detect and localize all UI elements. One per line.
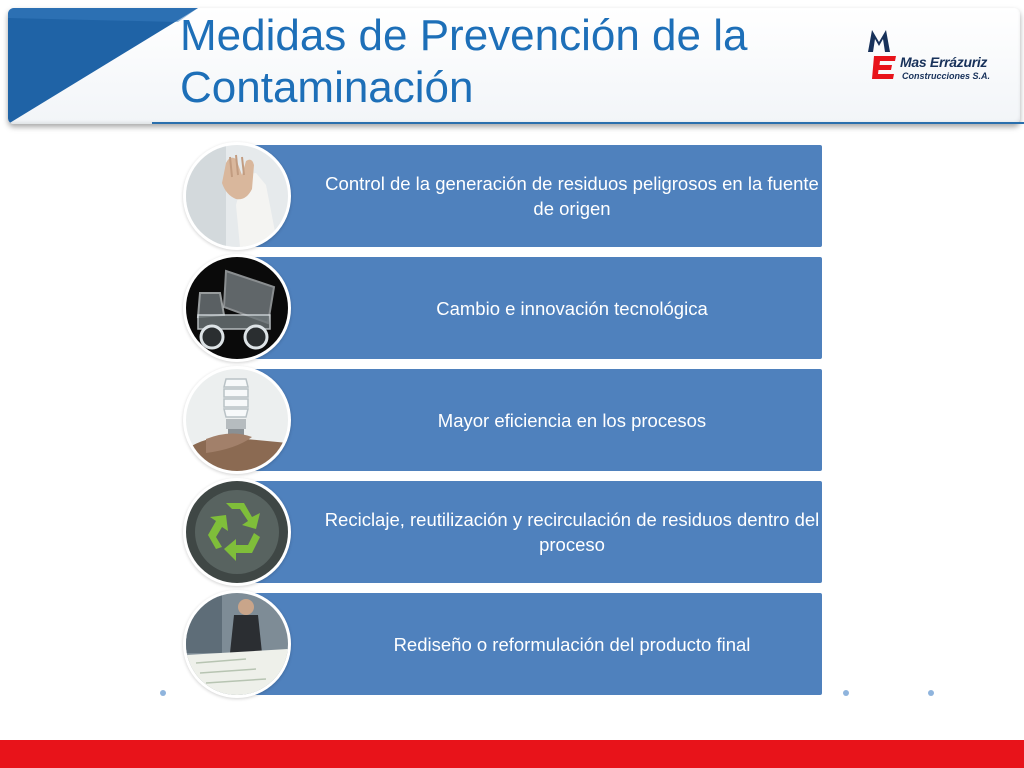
logo-company-subtitle: Construcciones S.A. xyxy=(902,71,991,81)
prevention-item xyxy=(186,257,822,361)
logo-mark-icon xyxy=(866,28,900,80)
item-text: Mayor eficiencia en los procesos xyxy=(437,409,707,431)
item-text: Cambio e innovación tecnológica xyxy=(436,297,708,319)
decorative-dot xyxy=(160,690,166,696)
title-underline xyxy=(152,122,1024,124)
blueprints-image xyxy=(186,593,288,695)
prevention-item xyxy=(186,481,822,585)
hand-stop-image xyxy=(186,145,288,247)
prevention-item xyxy=(186,369,822,473)
logo-company-name: Mas Errázuriz xyxy=(900,54,988,70)
prevention-item xyxy=(186,593,822,697)
item-text: Control de la generación de residuos peligrosos en la fuente de origen xyxy=(325,173,819,219)
recycling-image xyxy=(186,481,288,583)
item-text: Reciclaje, reutilización y recirculación de residuos dentro del proceso xyxy=(324,509,820,555)
decorative-dot xyxy=(928,690,934,696)
item-text: Rediseño o reformulación del producto final xyxy=(393,633,751,655)
decorative-dot xyxy=(843,690,849,696)
lightbulb-image xyxy=(186,369,288,471)
company-logo xyxy=(862,24,994,84)
prevention-item xyxy=(186,145,822,249)
page-title: Medidas de Prevención de la Contaminación xyxy=(180,11,748,112)
header-triangle-decoration xyxy=(8,8,198,124)
dump-truck-image xyxy=(186,257,288,359)
bottom-red-bar xyxy=(0,740,1024,768)
